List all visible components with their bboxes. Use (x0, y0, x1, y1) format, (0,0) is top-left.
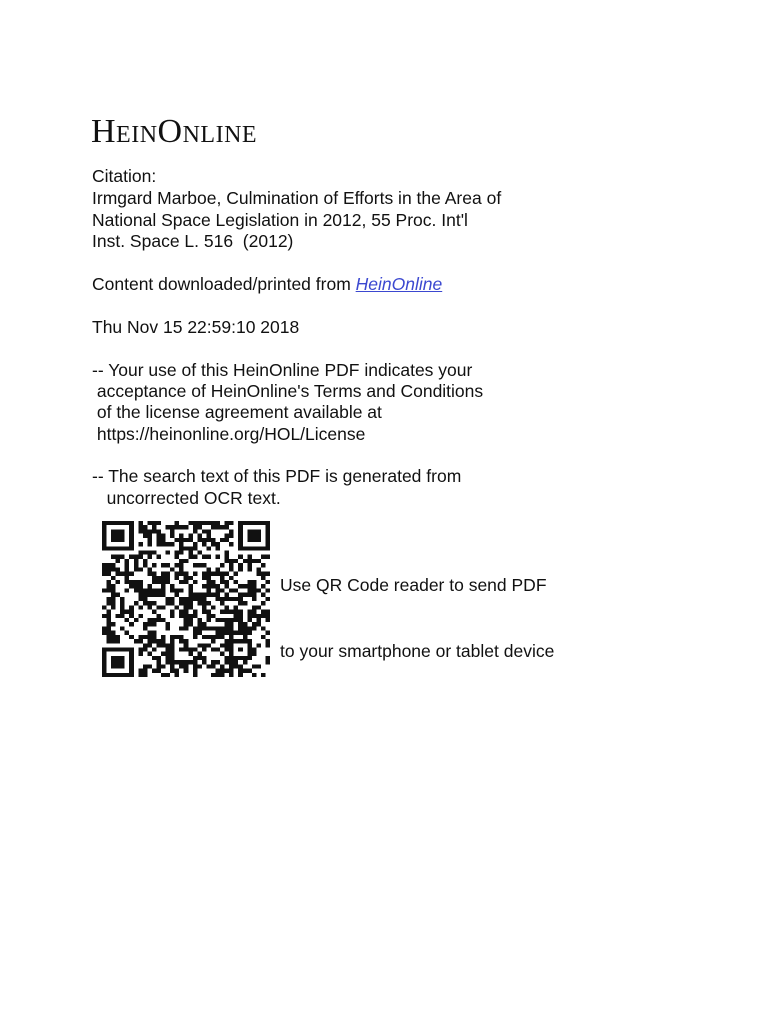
citation-label: Citation: (92, 166, 157, 186)
citation-line-1: Irmgard Marboe, Culmination of Efforts in the Area of (92, 188, 502, 208)
citation-line-3: Inst. Space L. 516 (2012) (92, 231, 294, 251)
heinonline-link[interactable]: HeinOnline (355, 274, 443, 294)
logo-text: HeinOnline (91, 113, 258, 150)
terms-line-2: acceptance of HeinOnline's Terms and Conditions (92, 381, 484, 401)
terms-line-4: https://heinonline.org/HOL/License (92, 424, 366, 444)
ocr-line-1: -- The search text of this PDF is generated from (92, 466, 462, 486)
qr-caption-line-1: Use QR Code reader to send PDF (280, 575, 547, 595)
qr-caption (280, 530, 554, 684)
download-line (92, 274, 442, 296)
terms-line-3: of the license agreement available at (92, 402, 382, 422)
qr-code-icon (102, 521, 270, 677)
download-prefix: Content downloaded/printed from (92, 274, 356, 294)
ocr-line-2: uncorrected OCR text. (92, 488, 281, 508)
terms-line-1: -- Your use of this HeinOnline PDF indicates your (92, 360, 473, 380)
heinonline-logo (91, 112, 257, 152)
citation-line-2: National Space Legislation in 2012, 55 Proc. Int'l (92, 210, 468, 230)
timestamp: Thu Nov 15 22:59:10 2018 (92, 317, 300, 337)
qr-caption-line-2: to your smartphone or tablet device (280, 641, 555, 661)
